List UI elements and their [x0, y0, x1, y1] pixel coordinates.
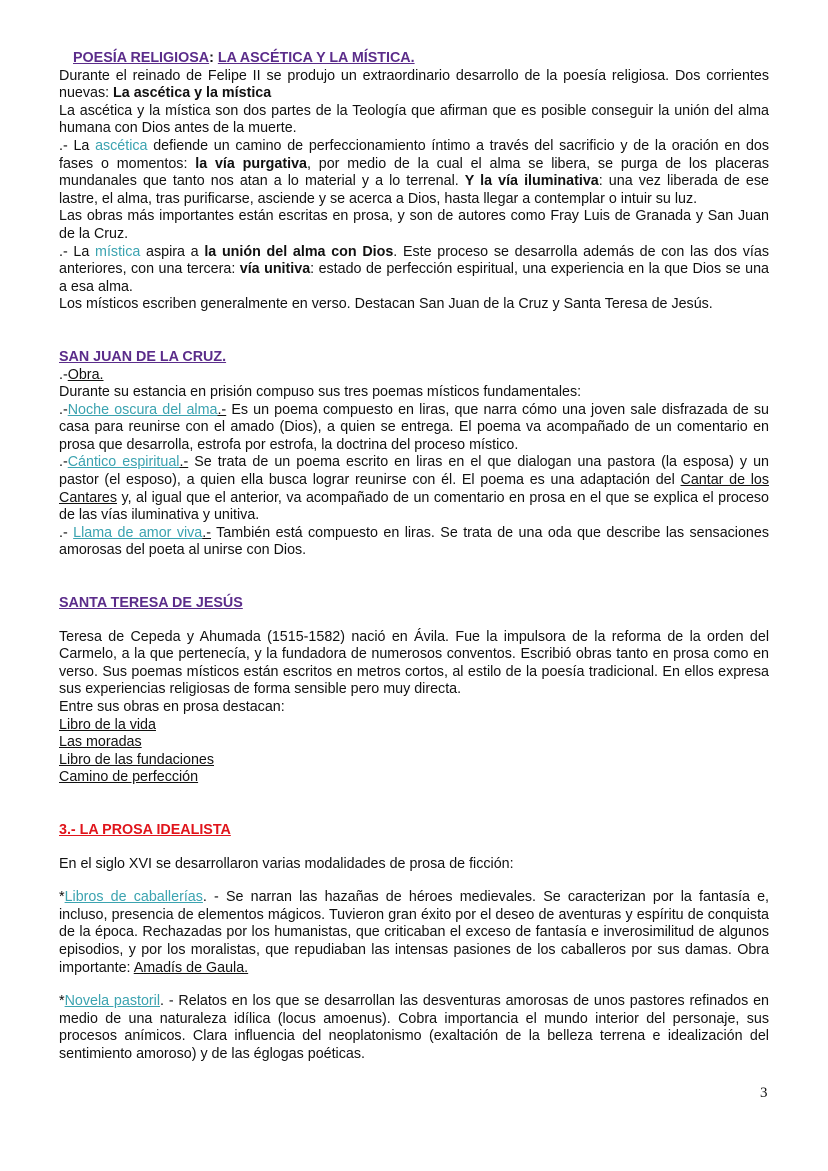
paragraph: Teresa de Cepeda y Ahumada (1515-1582) nació en Ávila. Fue la impulsora de la reforma de la orden del Carmelo, a la que pertenecía, y la fundadora de numerosos conventos. Escribió obras tanto en prosa como en verso. Sus poemas místicos están escritos en metros cortos, al estilo de la poesía tradicional. En ellos expresa sus experiencias religiosas de forma sensible pero muy directa.	[59, 628, 769, 698]
paragraph: Durante su estancia en prisión compuso sus tres poemas místicos fundamentales:	[59, 384, 582, 401]
page-number: 3	[760, 1085, 768, 1101]
paragraph: Durante el reinado de Felipe II se produjo un extraordinario desarrollo de la poesía religiosa. Dos corrientes nuevas: La ascética y la mística	[59, 67, 769, 102]
work-noche-oscura: .-Noche oscura del alma.- Es un poema compuesto en liras, que narra cómo una joven sale disfrazada de su casa para reunirse con el amado (Dios), a quien se entrega. El poema va acompañado de un comentario en prosa que desarrolla, estrofa por estrofa, la doctrina del proceso místico.	[59, 401, 769, 453]
list-item-work: Libro de la vida	[59, 716, 156, 733]
paragraph: Las obras más importantes están escritas en prosa, y son de autores como Fray Luis de Granada y San Juan de la Cruz.	[59, 208, 769, 242]
section-heading-prosa-idealista: 3.- LA PROSA IDEALISTA	[59, 821, 231, 838]
section-heading-san-juan: SAN JUAN DE LA CRUZ.	[59, 348, 227, 365]
genre-libros-caballerias: *Libros de caballerías. - Se narran las hazañas de héroes medievales. Se caracterizan por la fantasía e, incluso, presencia de elementos mágicos. Tuvieron gran éxito por el deseo de aventuras y espíritu de conquista de la época. Rechazadas por los humanistas, que criticaban el exceso de fantasía e inverosimilitud de algunos episodios, y por los moralistas, que repudiaban las intensas pasiones de los caballeros por sus damas. Obra importante: Amadís de Gaula.	[59, 889, 769, 976]
list-item-work: Libro de las fundaciones	[59, 751, 214, 768]
list-item-work: Las moradas	[59, 734, 142, 751]
list-item-work: Camino de perfección	[59, 769, 199, 786]
section-heading-santa-teresa: SANTA TERESA DE JESÚS	[59, 595, 243, 612]
paragraph: En el siglo XVI se desarrollaron varias modalidades de prosa de ficción:	[59, 855, 514, 872]
genre-novela-pastoril: *Novela pastoril. - Relatos en los que se desarrollan las desventuras amorosas de unos pastores refinados en medio de una naturaleza idílica (locus amoenus). Cobra importancia el mundo interior del personaje, sus procesos anímicos. Clara influencia del neoplatonismo (exaltación de la belleza terrena e idealización del sentimiento amoroso) y de las églogas poéticas.	[59, 993, 769, 1062]
paragraph: La ascética y la mística son dos partes de la Teología que afirman que es posible conseguir la unión del alma humana con Dios antes de la muerte.	[59, 102, 769, 137]
document-page	[59, 50, 769, 1064]
paragraph: Los místicos escriben generalmente en verso. Destacan San Juan de la Cruz y Santa Teresa de Jesús.	[59, 296, 713, 313]
paragraph-mistica: .- La mística aspira a la unión del alma con Dios. Este proceso se desarrolla además de con las dos vías anteriores, con una tercera: vía unitiva: estado de perfección espiritual, una experiencia en la que Dios se una a esa alma.	[59, 243, 769, 295]
work-llama-de-amor: .- Llama de amor viva.- También está compuesto en liras. Se trata de una oda que describe las sensaciones amorosas del poeta al unirse con Dios.	[59, 524, 769, 559]
subheading-obra: .-Obra.	[59, 366, 104, 383]
work-cantico-espiritual: .-Cántico espiritual.- Se trata de un poema escrito en liras en el que dialogan una pastora (la esposa) y un pastor (el esposo), a quien ella busca lograr reunirse con él. El poema es una adaptación del Cantar de los Cantares y, al igual que el anterior, va acompañado de un comentario en prosa en el que se explica el proceso de las vías iluminativa y unitiva.	[59, 454, 769, 524]
paragraph-ascetica: .- La ascética defiende un camino de perfeccionamiento íntimo a través del sacrificio y de la oración en dos fases o momentos: la vía purgativa, por medio de la cual el alma se libera, se purga de los placeras mundanales que tanto nos atan a lo material y a lo terrenal. Y la vía iluminativa: una vez liberada de ese lastre, el alma, tras purificarse, asciende y se acerca a Dios, hasta llegar a contemplar o intuir su luz.	[59, 137, 770, 207]
paragraph: Entre sus obras en prosa destacan:	[59, 699, 285, 715]
section-heading-poesia-religiosa: POESÍA RELIGIOSA: LA ASCÉTICA Y LA MÍSTICA.	[73, 50, 415, 66]
